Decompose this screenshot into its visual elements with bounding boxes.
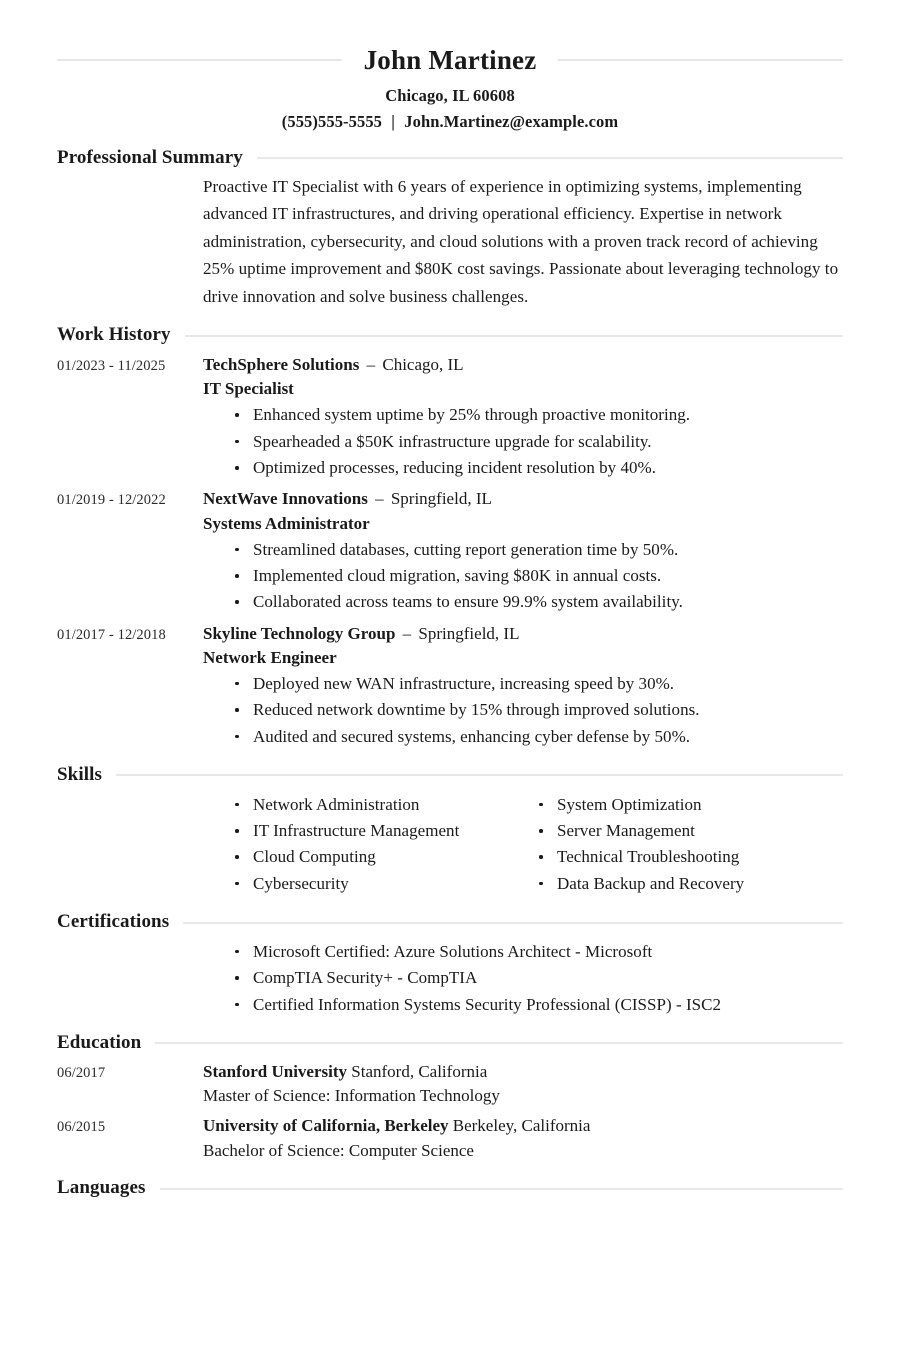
section-rule: [183, 922, 843, 924]
work-entry-title: Systems Administrator: [203, 513, 370, 533]
list-item: IT Infrastructure Management: [235, 818, 539, 844]
list-item: CompTIA Security+ - CompTIA: [235, 965, 843, 991]
work-entry-company: TechSphere Solutions: [203, 355, 360, 375]
education-entry-degree: Bachelor of Science: Computer Science: [203, 1140, 474, 1160]
section-title-summary: Professional Summary: [57, 146, 243, 168]
summary-row: [57, 170, 843, 311]
section-education: [57, 1032, 843, 1163]
section-header: [57, 911, 843, 934]
list-item: Audited and secured systems, enhancing cyber defense by 50%.: [203, 724, 843, 750]
certifications-list-wrap: [57, 934, 843, 1018]
section-title-education: Education: [57, 1031, 142, 1053]
skills-column-2: [539, 792, 843, 897]
resume-header: [57, 0, 843, 133]
education-entry-school-line: [203, 1060, 843, 1085]
list-item: Streamlined databases, cutting report generation time by 50%.: [203, 537, 843, 563]
list-item: Collaborated across teams to ensure 99.9% system availability.: [203, 589, 843, 615]
phone-number: (555)555-5555: [281, 111, 383, 131]
work-entry: [57, 353, 843, 481]
section-title-work-history: Work History: [57, 324, 171, 346]
summary-text: Proactive IT Specialist with 6 years of experience in optimizing systems, implementing advanced IT infrastructures, and driving operational efficiency. Expertise in network administration, cybersecurity, and cloud solutions with a proven track record of achieving 25% uptime improvement and $80K cost savings. Passionate about leveraging technology to drive innovation and solve business challenges.: [203, 176, 839, 306]
list-item: Cloud Computing: [235, 844, 539, 870]
education-entry-date: 06/2015: [57, 1119, 106, 1136]
education-entry-school: University of California, Berkeley: [203, 1116, 449, 1136]
work-entry-dates: 01/2019 - 12/2022: [57, 492, 166, 509]
work-entry: [57, 622, 843, 750]
summary-date-spacer: [57, 170, 203, 174]
section-title-languages: Languages: [57, 1177, 146, 1199]
list-item: Network Administration: [235, 792, 539, 818]
name-rule-left: [57, 59, 342, 61]
section-rule: [155, 1042, 843, 1044]
section-certifications: [57, 911, 843, 1018]
list-item: Optimized processes, reducing incident resolution by 40%.: [203, 455, 843, 481]
contact-line: [57, 111, 843, 133]
work-entry-dates: 01/2017 - 12/2018: [57, 626, 166, 643]
section-rule: [160, 1188, 843, 1190]
section-header: [57, 1177, 843, 1200]
section-header: [57, 764, 843, 787]
skills-column-1: [235, 792, 539, 897]
list-item: Server Management: [539, 818, 843, 844]
section-professional-summary: [57, 147, 843, 310]
section-skills: [57, 764, 843, 897]
section-rule: [257, 157, 843, 159]
work-entry-title: IT Specialist: [203, 379, 294, 399]
section-header: [57, 324, 843, 347]
list-item: Microsoft Certified: Azure Solutions Architect - Microsoft: [235, 939, 843, 965]
section-header: [57, 1032, 843, 1055]
work-entry-dash: –: [375, 489, 384, 509]
address-line: Chicago, IL 60608: [385, 86, 515, 106]
work-entry-location: Springfield, IL: [390, 489, 492, 509]
work-entry-company: NextWave Innovations: [203, 489, 368, 509]
section-work-history: [57, 324, 843, 750]
certifications-list: [235, 939, 843, 1018]
list-item: Cybersecurity: [235, 871, 539, 897]
email-address: John.Martinez@example.com: [404, 111, 619, 131]
skills-columns: [57, 787, 843, 897]
work-entry: [57, 487, 843, 615]
education-entry-location: Berkeley, California: [452, 1116, 591, 1136]
work-entry-dash: –: [366, 355, 376, 375]
work-entry-bullets: [203, 671, 843, 750]
list-item: Technical Troubleshooting: [539, 844, 843, 870]
education-entry-school: Stanford University: [203, 1061, 348, 1081]
work-entry-company: Skyline Technology Group: [203, 623, 396, 643]
contact-separator: |: [391, 111, 396, 131]
work-entry-dates: 01/2023 - 11/2025: [57, 358, 166, 375]
education-entry-degree: Master of Science: Information Technology: [203, 1086, 500, 1106]
name-row: [57, 46, 843, 74]
list-item: Reduced network downtime by 15% through improved solutions.: [203, 697, 843, 723]
list-item: Certified Information Systems Security Professional (CISSP) - ISC2: [235, 992, 843, 1018]
work-entry-org-line: [203, 487, 843, 511]
work-entry-title: Network Engineer: [203, 647, 337, 667]
work-entry-location: Chicago, IL: [382, 355, 464, 375]
section-rule: [185, 335, 843, 337]
education-entry: [57, 1060, 843, 1109]
list-item: Spearheaded a $50K infrastructure upgrade for scalability.: [203, 429, 843, 455]
work-entry-org-line: [203, 353, 843, 377]
education-entry-school-line: [203, 1114, 843, 1139]
list-item: System Optimization: [539, 792, 843, 818]
list-item: Data Backup and Recovery: [539, 871, 843, 897]
work-entry-location: Springfield, IL: [418, 623, 520, 643]
list-item: Deployed new WAN infrastructure, increasing speed by 30%.: [203, 671, 843, 697]
name-rule-right: [558, 59, 843, 61]
work-entry-org-line: [203, 622, 843, 646]
candidate-name: John Martinez: [363, 45, 537, 75]
education-entry-location: Stanford, California: [351, 1061, 488, 1081]
education-entry: [57, 1114, 843, 1163]
section-header: [57, 147, 843, 170]
section-title-certifications: Certifications: [57, 911, 170, 933]
list-item: Implemented cloud migration, saving $80K in annual costs.: [203, 563, 843, 589]
section-languages: [57, 1177, 843, 1200]
work-entry-bullets: [203, 537, 843, 616]
section-rule: [116, 774, 843, 776]
education-entry-date: 06/2017: [57, 1064, 106, 1081]
section-title-skills: Skills: [57, 763, 102, 785]
list-item: Enhanced system uptime by 25% through proactive monitoring.: [203, 402, 843, 428]
work-entry-dash: –: [402, 623, 412, 643]
work-entry-bullets: [203, 402, 843, 481]
